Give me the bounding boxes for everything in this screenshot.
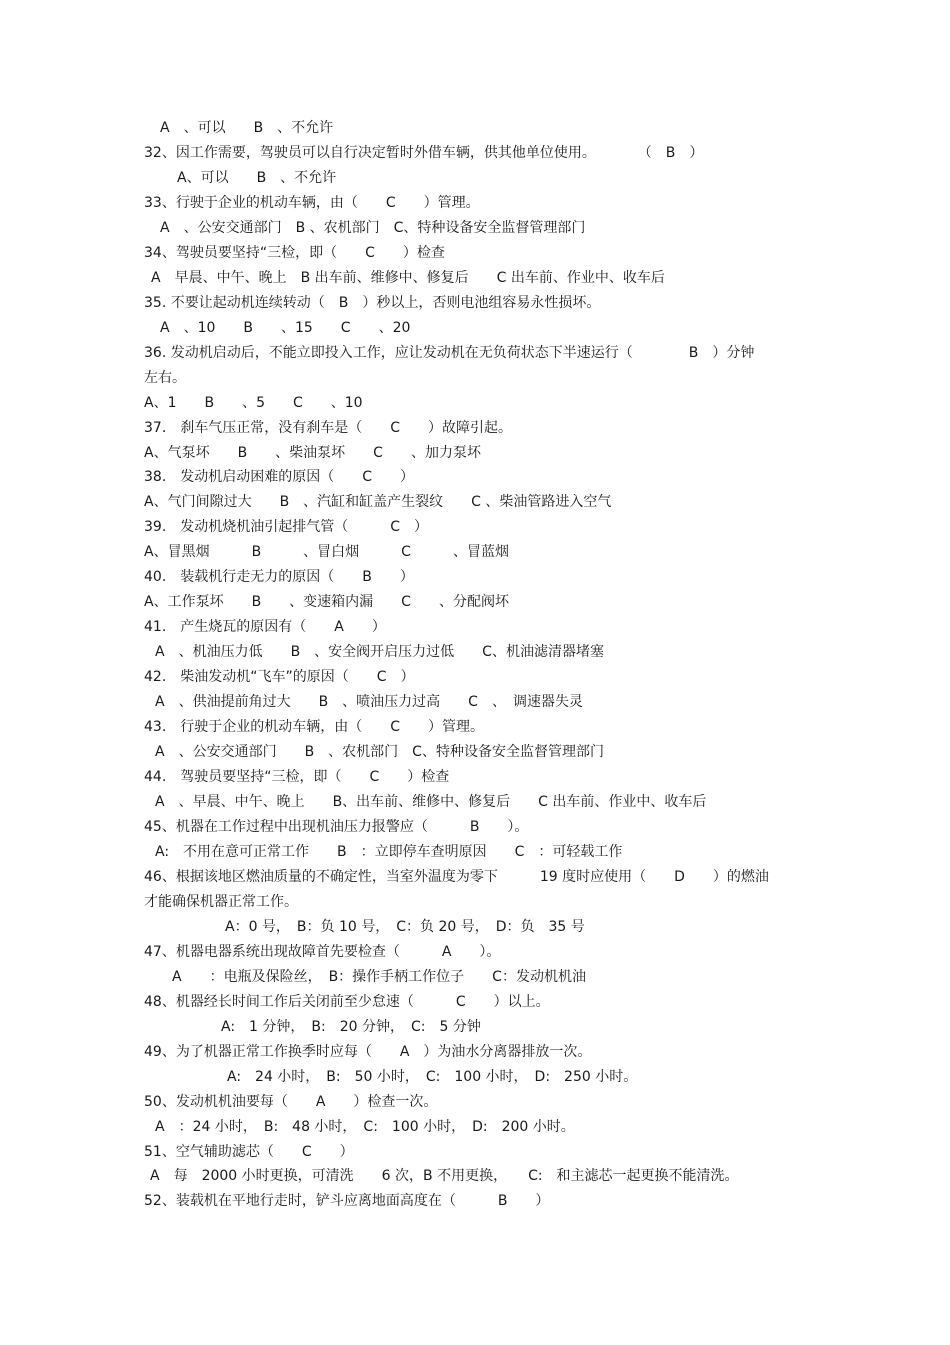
question-line: 39. 发动机烧机油引起排气管（ C ） <box>144 519 429 535</box>
option-line: A 、机油压力低 B 、安全阀开启压力过低 C、机油滤清器堵塞 <box>155 644 604 660</box>
question-line: 才能确保机器正常工作。 <box>144 894 298 910</box>
option-line: A、冒黑烟 B 、冒白烟 C 、冒蓝烟 <box>144 544 509 560</box>
question-line: 46、根据该地区燃油质量的不确定性，当室外温度为零下 19 度时应使用（ D ）的燃油 <box>144 869 769 885</box>
option-line: A: 1 分钟， B: 20 分钟， C: 5 分钟 <box>221 1019 481 1035</box>
question-line: 45、机器在工作过程中出现机油压力报警应（ B ）。 <box>144 819 529 835</box>
option-line: A、气门间隙过大 B 、汽缸和缸盖产生裂纹 C 、柴油管路进入空气 <box>144 494 612 510</box>
question-line: 37. 刹车气压正常，没有刹车是（ C ）故障引起。 <box>144 420 513 436</box>
option-line: A 、可以 B 、不允许 <box>160 120 334 136</box>
question-line: 36. 发动机启动后，不能立即投入工作，应让发动机在无负荷状态下半速运行（ B ）分钟 <box>144 345 755 361</box>
option-line: A、气泵坏 B 、柴油泵坏 C 、加力泵坏 <box>144 445 481 461</box>
question-line: 33、行驶于企业的机动车辆，由（ C ）管理。 <box>144 195 480 211</box>
question-line: 47、机器电器系统出现故障首先要检查（ A ）。 <box>144 944 501 960</box>
question-line: 42. 柴油发动机“飞车”的原因（ C ） <box>144 669 415 685</box>
question-line: 32、因工作需要，驾驶员可以自行决定暂时外借车辆，供其他单位使用。 （ B ） <box>144 145 704 161</box>
question-line: 43. 行驶于企业的机动车辆，由（ C ）管理。 <box>144 719 485 735</box>
option-line: A: 不用在意可正常工作 B ：立即停车查明原因 C ：可轻载工作 <box>155 844 623 860</box>
option-line: A ：电瓶及保险丝， B：操作手柄工作位子 C：发动机机油 <box>172 969 586 985</box>
question-line: 41. 产生烧瓦的原因有（ A ） <box>144 619 386 635</box>
option-line: A、可以 B 、不允许 <box>177 170 337 186</box>
question-line: 48、机器经长时间工作后关闭前至少怠速（ C ）以上。 <box>144 994 550 1010</box>
question-line: 52、装载机在平地行走时，铲斗应离地面高度在（ B ） <box>144 1193 550 1209</box>
question-line: 44. 驾驶员要坚持“三检，即（ C ）检查 <box>144 769 450 785</box>
question-line: 34、驾驶员要坚持“三检，即（ C ）检查 <box>144 245 445 261</box>
question-line: 49、为了机器正常工作换季时应每（ A ）为油水分离器排放一次。 <box>144 1044 592 1060</box>
option-line: A 早晨、中午、晚上 B 出车前、维修中、修复后 C 出车前、作业中、收车后 <box>151 270 665 286</box>
question-line: 38. 发动机启动困难的原因（ C ） <box>144 469 415 485</box>
question-line: 40. 装载机行走无力的原因（ B ） <box>144 569 414 585</box>
option-line: A 、供油提前角过大 B 、喷油压力过高 C 、 调速器失灵 <box>155 694 583 710</box>
option-line: A、工作泵坏 B 、变速箱内漏 C 、分配阀坏 <box>144 594 509 610</box>
option-line: A ：24 小时， B: 48 小时， C: 100 小时， D: 200 小时。 <box>155 1119 575 1135</box>
question-line: 51、空气辅助滤芯（ C ） <box>144 1144 354 1160</box>
option-line: A 、10 B 、15 C 、20 <box>160 320 411 336</box>
option-line: A 、公安交通部门 B 、农机部门 C、特种设备安全监督管理部门 <box>160 220 586 236</box>
option-line: A 、公安交通部门 B 、农机部门 C、特种设备安全监督管理部门 <box>155 744 604 760</box>
option-line: A: 24 小时， B: 50 小时， C: 100 小时， D: 250 小时。 <box>227 1069 638 1085</box>
question-line: 35. 不要让起动机连续转动（ B ）秒以上，否则电池组容易永性损坏。 <box>144 295 601 311</box>
option-line: A 、早晨、中午、晚上 B、出车前、维修中、修复后 C 出车前、作业中、收车后 <box>155 794 707 810</box>
option-line: A、1 B 、5 C 、10 <box>144 395 363 411</box>
option-line: A：0 号， B：负 10 号， C：负 20 号， D：负 35 号 <box>225 919 585 935</box>
question-line: 50、发动机机油要每（ A ）检查一次。 <box>144 1094 438 1110</box>
question-line: 左右。 <box>144 370 186 386</box>
option-line: A 每 2000 小时更换，可清洗 6 次，B 不用更换， C: 和主滤芯一起更换不能清洗。 <box>150 1168 739 1184</box>
